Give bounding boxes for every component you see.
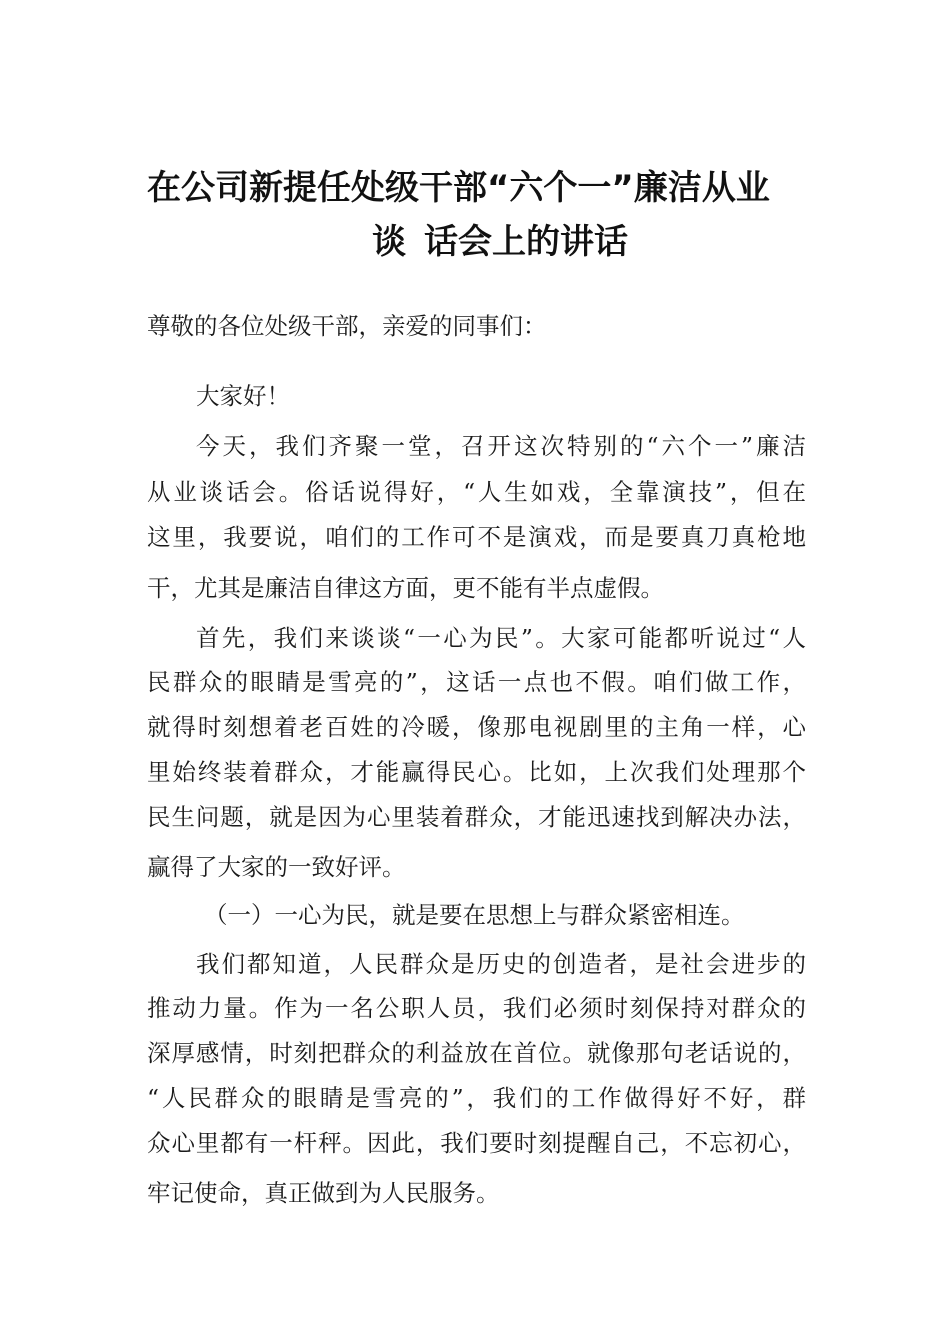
paragraph-3-line: 众心里都有一杆秤。因此，我们要时刻提醒自己，不忘初心，: [147, 1129, 806, 1157]
paragraph-3-line: 推动力量。作为一名公职人员，我们必须时刻保持对群众的: [147, 994, 806, 1022]
paragraph-2-line: 民群众的眼睛是雪亮的”，这话一点也不假。咱们做工作，: [147, 668, 806, 696]
paragraph-3-line: 深厚感情，时刻把群众的利益放在首位。就像那句老话说的，: [147, 1039, 806, 1067]
document-title-line-2: [372, 214, 628, 263]
paragraph-1-line: 这里，我要说，咱们的工作可不是演戏，而是要真刀真枪地: [147, 523, 806, 551]
section-heading: （一）一心为民，就是要在思想上与群众紧密相连。: [204, 901, 745, 929]
paragraph-2-line: 首先，我们来谈谈“一心为民”。大家可能都听说过“人: [196, 624, 806, 652]
paragraph-2-line: 赢得了大家的一致好评。: [147, 853, 406, 881]
paragraph-2-line: 里始终装着群众，才能赢得民心。比如，上次我们处理那个: [147, 758, 806, 786]
document-title-line-1: 在公司新提任处级干部“六个一”廉洁从业: [147, 168, 770, 208]
paragraph-3-line: 牢记使命，真正做到为人民服务。: [147, 1179, 500, 1207]
paragraph-1-line: 今天，我们齐聚一堂，召开这次特别的“六个一”廉洁: [196, 432, 806, 460]
title-part-1: 谈: [372, 222, 406, 262]
paragraph-3-line: 我们都知道，人民群众是历史的创造者，是社会进步的: [196, 950, 806, 978]
title-part-2: 话会上的讲话: [424, 222, 628, 262]
paragraph-3-line: “人民群众的眼睛是雪亮的”，我们的工作做得好不好，群: [147, 1084, 806, 1112]
paragraph-1-line: 干，尤其是廉洁自律这方面，更不能有半点虚假。: [147, 574, 664, 602]
paragraph-2-line: 民生问题，就是因为心里装着群众，才能迅速找到解决办法，: [147, 803, 806, 831]
paragraph-1-line: 从业谈话会。俗话说得好，“人生如戏，全靠演技”，但在: [147, 478, 806, 506]
salutation: 尊敬的各位处级干部，亲爱的同事们：: [147, 312, 547, 340]
greeting: 大家好！: [196, 382, 290, 410]
paragraph-2-line: 就得时刻想着老百姓的冷暖，像那电视剧里的主角一样，心: [147, 713, 806, 741]
